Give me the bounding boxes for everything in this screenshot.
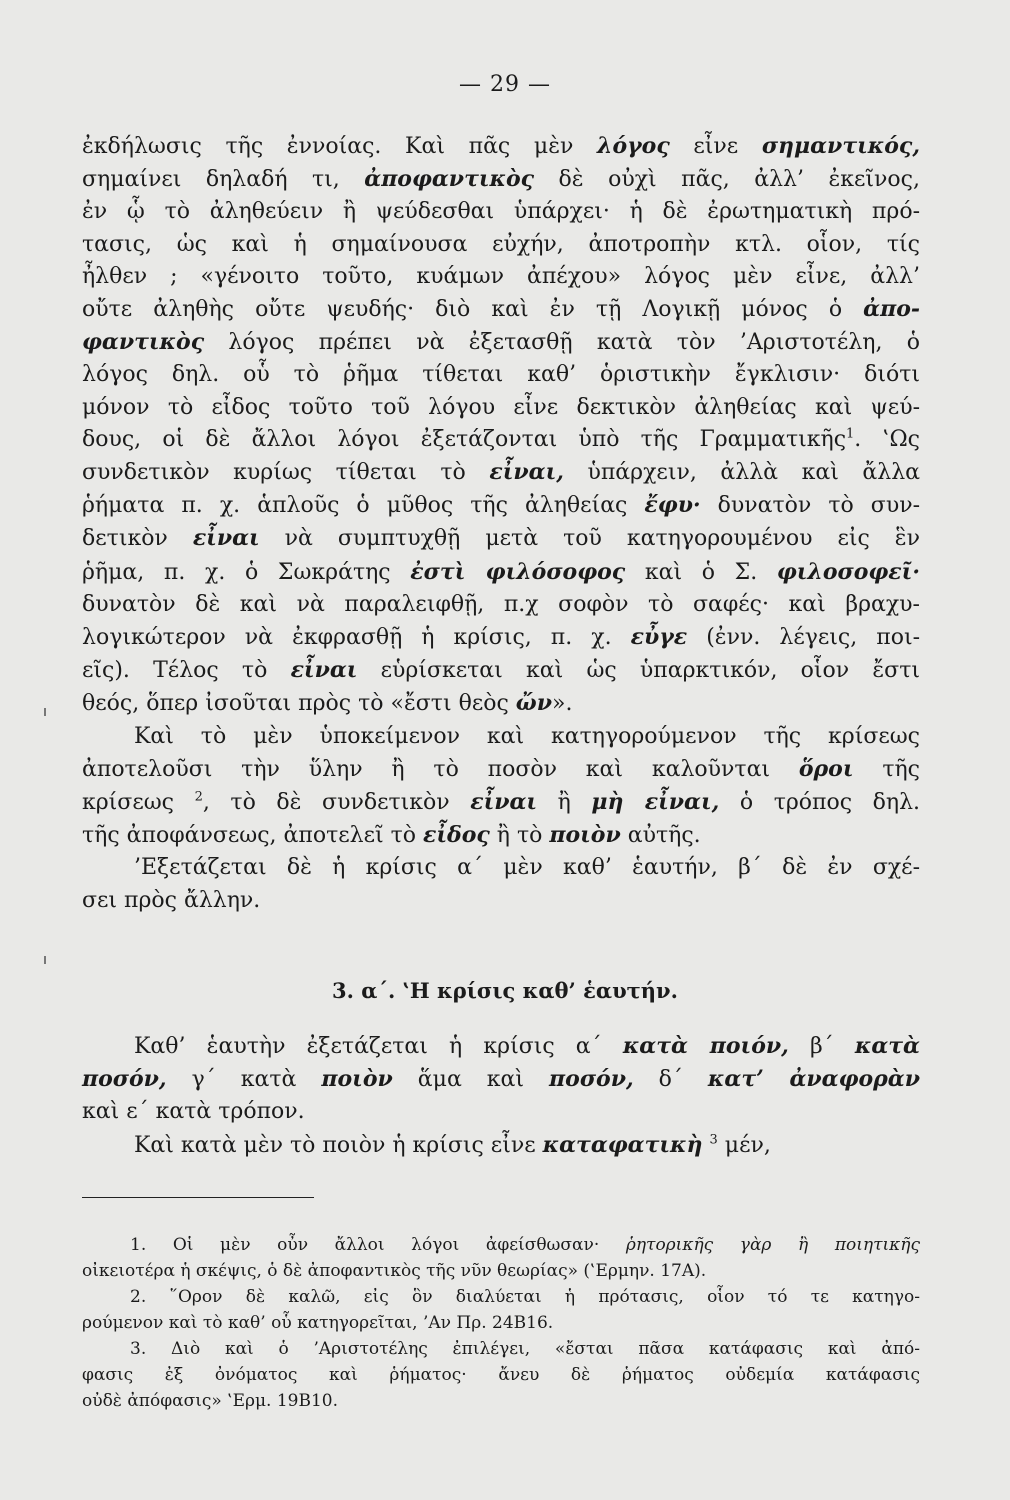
margin-mark — [44, 708, 46, 716]
text-run: ὁ τρόπος δηλ. — [719, 790, 921, 816]
text-run: δους, οἱ δὲ ἄλλοι λόγοι ἐξετάζονται ὑπὸ τῆς Γραμματικῆς — [82, 426, 847, 452]
text-run: Καὶ κατὰ μὲν τὸ ποιὸν ἡ κρίσις εἶνε — [134, 1132, 543, 1158]
text-run: ὑπάρχειν, ἀλλὰ καὶ ἄλλα — [563, 460, 920, 486]
text-run: . ‛Ως — [854, 426, 920, 452]
text-run: μόνον τὸ εἶδος τοῦτο τοῦ λόγου εἶνε δεκτικὸν ἀληθείας καὶ ψεύ- — [82, 394, 920, 420]
footnote-1 — [82, 1232, 920, 1284]
text-line — [82, 1096, 920, 1128]
text-line — [82, 852, 920, 884]
text-run: νὰ συμπτυχθῇ μετὰ τοῦ κατηγορουμένου εἰς ἓν — [259, 526, 920, 552]
text-line — [82, 196, 920, 228]
footnote-line — [82, 1336, 920, 1362]
text-line — [82, 885, 920, 917]
text-line — [82, 456, 920, 489]
emphasis-term: φιλοσοφεῖ· — [776, 558, 920, 585]
text-run: λόγος δηλ. οὗ τὸ ῥῆμα τίθεται καθ’ ὁριστικὴν ἔγκλισιν· διότι — [82, 362, 920, 388]
paragraph-5 — [82, 1129, 920, 1162]
emphasis-term: ἀπο- — [863, 296, 920, 323]
text-run: Καὶ τὸ μὲν ὑποκείμενον καὶ κατηγορούμενον τῆς κρίσεως — [134, 723, 920, 749]
text-line — [82, 293, 920, 326]
text-run: οἰκειοτέρα ἡ σκέψις, ὁ δὲ ἀποφαντικὸς τῆς νῦν θεωρίας» (‛Ερμην. 17Α). — [82, 1261, 707, 1281]
text-line — [82, 1030, 920, 1063]
page-number: — 29 — — [459, 72, 551, 97]
footnote-line — [82, 1388, 920, 1414]
footnote-line — [82, 1310, 920, 1336]
footnote-2 — [82, 1284, 920, 1336]
text-run: μέν, — [717, 1132, 771, 1158]
text-run: ρούμενον καὶ τὸ καθ’ οὗ κατηγορεῖται, ’Αν Πρ. 24Β16. — [82, 1313, 554, 1333]
footnote-rule — [82, 1197, 314, 1198]
emphasis-term: καταφατικὴ — [542, 1131, 703, 1158]
text-run: φασις ἐξ ὀνόματος καὶ ῥήματος· ἄνευ δὲ ῥήματος οὐδεμία κατάφασις — [82, 1365, 920, 1385]
text-run: δὲ οὐχὶ πᾶς, ἀλλ’ ἐκεῖνος, — [534, 167, 920, 193]
text-run: , τὸ δὲ συνδετικὸν — [202, 790, 471, 816]
text-line — [82, 1063, 920, 1096]
text-line — [82, 522, 920, 555]
text-line — [82, 786, 920, 819]
text-run: συνδετικὸν κυρίως τίθεται τὸ — [82, 460, 490, 486]
text-line — [82, 163, 920, 196]
text-line — [82, 489, 920, 522]
text-line — [82, 721, 920, 753]
footnote-line — [82, 1232, 920, 1258]
text-line — [82, 359, 920, 391]
emphasis-term: κατὰ ποιόν, — [622, 1033, 789, 1059]
text-run: ἢ τὸ — [489, 823, 550, 849]
text-run: οὔτε ἀληθὴς οὔτε ψευδής· διὸ καὶ ἐν τῇ Λογικῇ μόνος ὁ — [82, 297, 864, 323]
paragraph-4 — [82, 1030, 920, 1129]
text-run: εῖς). Τέλος τὸ — [82, 658, 291, 684]
emphasis-term: εἶναι — [470, 789, 538, 816]
text-run: καὶ ὁ Σ. — [625, 559, 777, 585]
main-text — [82, 130, 920, 917]
text-run: ῥήματα π. χ. ἁπλοῦς ὁ μῦθος τῆς ἀληθείας — [82, 493, 645, 519]
emphasis-term: ὤν — [515, 690, 552, 717]
footnote-ref: 3 — [709, 1132, 718, 1148]
text-run: ἅμα καὶ — [392, 1067, 550, 1093]
text-line — [82, 556, 920, 589]
emphasis-term: ποιὸν — [321, 1066, 393, 1093]
text-run: δυνατὸν δὲ καὶ νὰ παραλειφθῇ, π.χ σοφὸν τὸ σαφές· καὶ βραχυ- — [82, 591, 920, 617]
text-run: δ΄ — [633, 1067, 708, 1093]
emphasis-term: ποσόν, — [549, 1066, 634, 1093]
text-run: λόγος πρέπει νὰ ἐξετασθῇ κατὰ τὸν ’Αριστοτέλη, ὁ — [204, 330, 920, 356]
emphasis-term: εἶναι — [290, 657, 358, 684]
footnote-ref: 1 — [846, 426, 855, 442]
text-run: ἐκδήλωσις τῆς ἐννοίας. Καὶ πᾶς μὲν — [82, 134, 598, 159]
emphasis-term: λόγος — [597, 133, 670, 159]
section-heading: 3. α΄. ‛Η κρίσις καθ’ ἑαυτήν. — [332, 978, 678, 1003]
text-line — [82, 261, 920, 293]
text-run: δετικὸν — [82, 526, 193, 552]
text-run: εἶνε — [669, 134, 762, 159]
paragraph-1 — [82, 130, 920, 721]
paragraph-2 — [82, 721, 920, 853]
text-run: γ΄ κατὰ — [166, 1067, 322, 1093]
emphasis-term: φαντικὸς — [82, 329, 205, 356]
text-run: καὶ ε΄ κατὰ τρόπον. — [82, 1099, 305, 1125]
emphasis-term: ἔφυ· — [644, 492, 701, 519]
text-run: 3. Διὸ καὶ ὁ ’Αριστοτέλης ἐπιλέγει, «ἔσται πᾶσα κατάφασις καὶ ἀπό- — [130, 1339, 920, 1359]
emphasis-term: εἶδος — [423, 822, 490, 849]
text-run — [703, 1133, 710, 1158]
text-run: ἐν ᾧ τὸ ἀληθεύειν ἢ ψεύδεσθαι ὑπάρχει· ἡ δὲ ἐρωτηματικὴ πρό- — [82, 199, 920, 225]
emphasis-term: ἀποφαντικὸς — [364, 166, 535, 193]
text-run: ’Εξετάζεται δὲ ἡ κρίσις α΄ μὲν καθ’ ἑαυτήν, β΄ δὲ ἐν σχέ- — [134, 855, 920, 881]
text-line — [82, 589, 920, 621]
text-run: οὐδὲ ἀπόφασις» ‛Ερμ. 19Β10. — [82, 1391, 339, 1411]
text-run: σει πρὸς ἄλλην. — [82, 887, 261, 913]
emphasis-term: ποσόν, — [82, 1066, 167, 1093]
margin-mark — [44, 956, 46, 964]
text-line — [82, 621, 920, 654]
footnote-line — [82, 1284, 920, 1310]
emphasis-term: ποιὸν — [549, 822, 621, 849]
footnote-ref: 2 — [194, 789, 203, 805]
text-line — [82, 392, 920, 424]
emphasis-term: ἐστὶ φιλόσοφος — [410, 558, 626, 585]
text-run: ». — [552, 691, 573, 717]
text-run: ἢ — [537, 790, 592, 816]
emphasis-term: εὖγε — [630, 624, 688, 651]
footnote-line — [82, 1258, 920, 1284]
text-line — [82, 819, 920, 852]
emphasis-term: σημαντικός, — [761, 133, 920, 159]
text-run: σημαίνει δηλαδή τι, — [82, 167, 365, 193]
text-line — [82, 326, 920, 359]
text-line — [82, 753, 920, 786]
emphasis-term: εἶναι, — [489, 459, 564, 486]
text-run: θεός, ὅπερ ἰσοῦται πρὸς τὸ «ἔστι θεὸς — [82, 691, 516, 717]
text-line — [82, 130, 920, 163]
paragraph-3 — [82, 852, 920, 916]
text-line — [82, 654, 920, 687]
emphasis-term: μὴ εἶναι, — [591, 789, 720, 816]
footnotes — [82, 1232, 920, 1414]
text-run: ἀποτελοῦσι τὴν ὕλην ἢ τὸ ποσὸν καὶ καλοῦνται — [82, 756, 799, 782]
emphasis-term: ὅροι — [798, 755, 854, 782]
text-line — [82, 687, 920, 720]
footnote-line — [82, 1362, 920, 1388]
text-run: 1. Οἱ μὲν οὖν ἄλλοι λόγοι ἀφείσθωσαν· — [130, 1235, 626, 1255]
text-run: τῆς — [853, 756, 920, 782]
emphasis-term: εἶναι — [192, 525, 260, 552]
text-line — [82, 229, 920, 261]
text-run: (ἐνν. λέγεις, ποι- — [687, 625, 921, 651]
text-line — [82, 424, 920, 456]
emphasis-term: κατ’ ἀναφορὰν — [707, 1066, 921, 1093]
text-run: τῆς ἀποφάνσεως, ἀποτελεῖ τὸ — [82, 823, 424, 849]
text-run: Καθ’ ἑαυτὴν ἐξετάζεται ἡ κρίσις α΄ — [134, 1034, 623, 1059]
text-run: λογικώτερον νὰ ἐκφρασθῇ ἡ κρίσις, π. χ. — [82, 625, 631, 651]
text-run: ἦλθεν ; «γένοιτο τοῦτο, κυάμων ἀπέχου» λόγος μὲν εἶνε, ἀλλ’ — [82, 263, 920, 289]
text-run: δυνατὸν τὸ συν- — [700, 493, 920, 519]
text-run: κρίσεως — [82, 790, 195, 816]
main-text-continued — [82, 1030, 920, 1162]
text-run: εὑρίσκεται καὶ ὡς ὑπαρκτικόν, οἷον ἔστι — [357, 658, 920, 684]
text-line — [82, 1129, 920, 1162]
text-run: β΄ — [788, 1034, 855, 1059]
text-run: τασις, ὡς καὶ ἡ σημαίνουσα εὐχήν, ἀποτροπὴν κτλ. οἷον, τίς — [82, 231, 920, 257]
emphasis-term: κατὰ — [854, 1033, 920, 1059]
text-run: αὐτῆς. — [620, 823, 701, 849]
footnote-3 — [82, 1336, 920, 1414]
italic-run: ῥητορικῆς γὰρ ἢ ποιητικῆς — [625, 1235, 921, 1255]
text-run: 2. ῞Ορον δὲ καλῶ, εἰς ὃν διαλύεται ἡ πρότασις, οἷον τό τε κατηγο- — [130, 1287, 920, 1307]
text-run: ῥῆμα, π. χ. ὁ Σωκράτης — [82, 559, 411, 585]
